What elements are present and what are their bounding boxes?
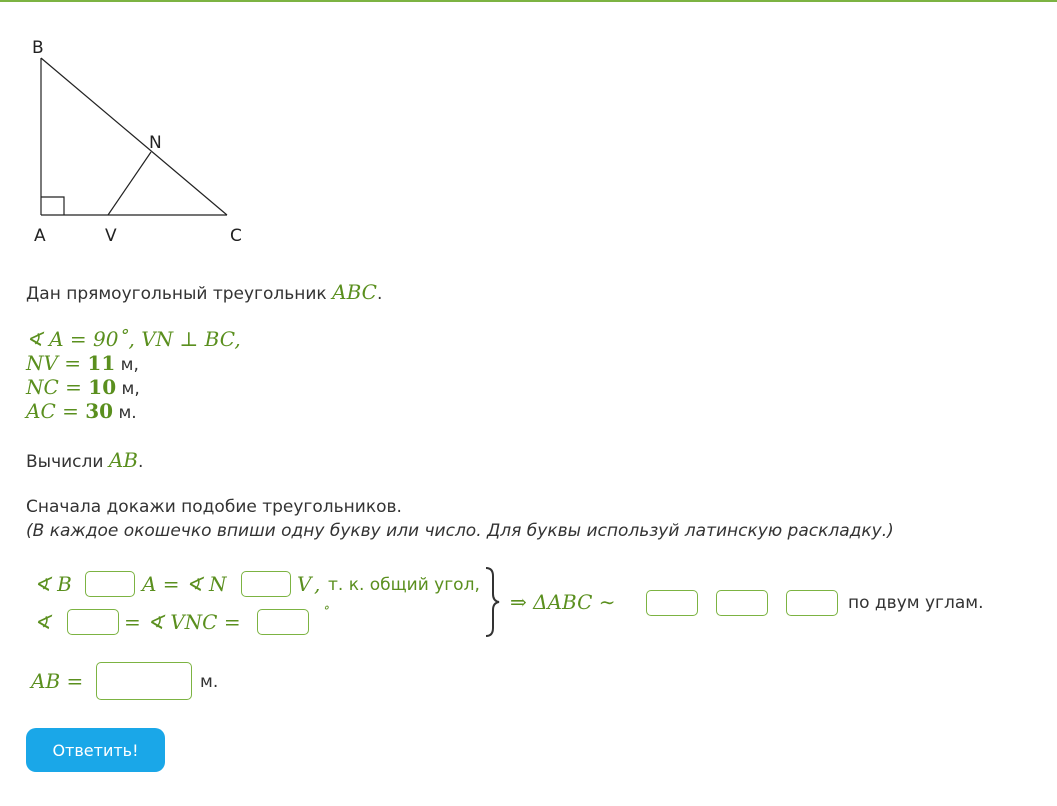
condition-nv xyxy=(26,351,139,375)
proof-row1-mid: A = ∢ N xyxy=(142,572,227,596)
similar-triangle-input-3[interactable] xyxy=(786,590,838,616)
vertex-label-v: V xyxy=(105,226,117,246)
vertex-label-b: B xyxy=(32,38,44,58)
side-bc xyxy=(41,58,227,215)
top-divider xyxy=(0,0,1057,2)
submit-button[interactable]: Ответить! xyxy=(26,728,165,772)
proof-row2-mid: = ∢ VNC = xyxy=(124,610,241,634)
proof-note: (В каждое окошечко впиши одну букву или число. Для буквы используй латинскую раскладку.) xyxy=(26,521,894,541)
condition-ac-lhs: AC = xyxy=(26,399,86,423)
similar-triangle-input-2[interactable] xyxy=(716,590,768,616)
task-dot: . xyxy=(138,452,144,472)
proof-implies: ⇒ ΔABC ∼ xyxy=(510,590,616,614)
proof-row1-comma: , xyxy=(314,572,321,596)
proof-row2-input-2[interactable] xyxy=(257,609,309,635)
proof-title: Сначала докажи подобие треугольников. xyxy=(26,497,402,517)
proof-row1-input-2[interactable] xyxy=(241,571,291,597)
proof-row1-v: V xyxy=(297,572,312,596)
similar-triangle-input-1[interactable] xyxy=(646,590,698,616)
condition-nv-lhs: NV = xyxy=(26,351,88,375)
condition-nv-unit: м, xyxy=(115,355,139,375)
proof-result-text: по двум углам. xyxy=(848,593,984,613)
triangle-figure xyxy=(20,30,260,250)
triangle-diagram xyxy=(20,30,260,250)
condition-nv-value: 11 xyxy=(87,351,116,375)
vertex-label-n: N xyxy=(149,133,162,153)
answer-input[interactable] xyxy=(96,662,192,700)
proof-row2-input-1[interactable] xyxy=(67,609,119,635)
condition-angle-math: ∢ A = 90˚, VN ⊥ BC, xyxy=(26,327,241,351)
given-triangle: ABC xyxy=(332,280,377,304)
condition-angle xyxy=(26,327,241,351)
answer-label: AB = xyxy=(31,669,84,693)
answer-unit: м. xyxy=(200,672,219,692)
condition-ac xyxy=(26,399,137,423)
condition-nc-lhs: NC = xyxy=(26,375,89,399)
condition-nc-unit: м, xyxy=(116,379,140,399)
task-variable: AB xyxy=(108,448,138,472)
proof-row1-input-1[interactable] xyxy=(85,571,135,597)
right-angle-mark xyxy=(41,197,64,215)
task-prefix: Вычисли xyxy=(26,452,104,472)
condition-nc-value: 10 xyxy=(88,375,117,399)
condition-ac-value: 30 xyxy=(85,399,114,423)
proof-row2-degree: ˚ xyxy=(322,606,329,622)
right-brace-icon xyxy=(482,566,504,638)
proof-row1-words: т. к. общий угол, xyxy=(328,575,480,595)
given-dot: . xyxy=(376,284,383,304)
vertex-label-c: C xyxy=(230,226,242,246)
task-statement xyxy=(26,448,143,472)
condition-ac-unit: м. xyxy=(113,403,137,423)
given-prefix: Дан прямоугольный треугольник xyxy=(26,284,327,304)
proof-row2-start: ∢ xyxy=(34,610,51,634)
condition-nc xyxy=(26,375,140,399)
vertex-label-a: A xyxy=(34,226,46,246)
segment-vn xyxy=(108,152,151,215)
given-statement xyxy=(26,280,382,304)
proof-row1-start: ∢ B xyxy=(34,572,72,596)
